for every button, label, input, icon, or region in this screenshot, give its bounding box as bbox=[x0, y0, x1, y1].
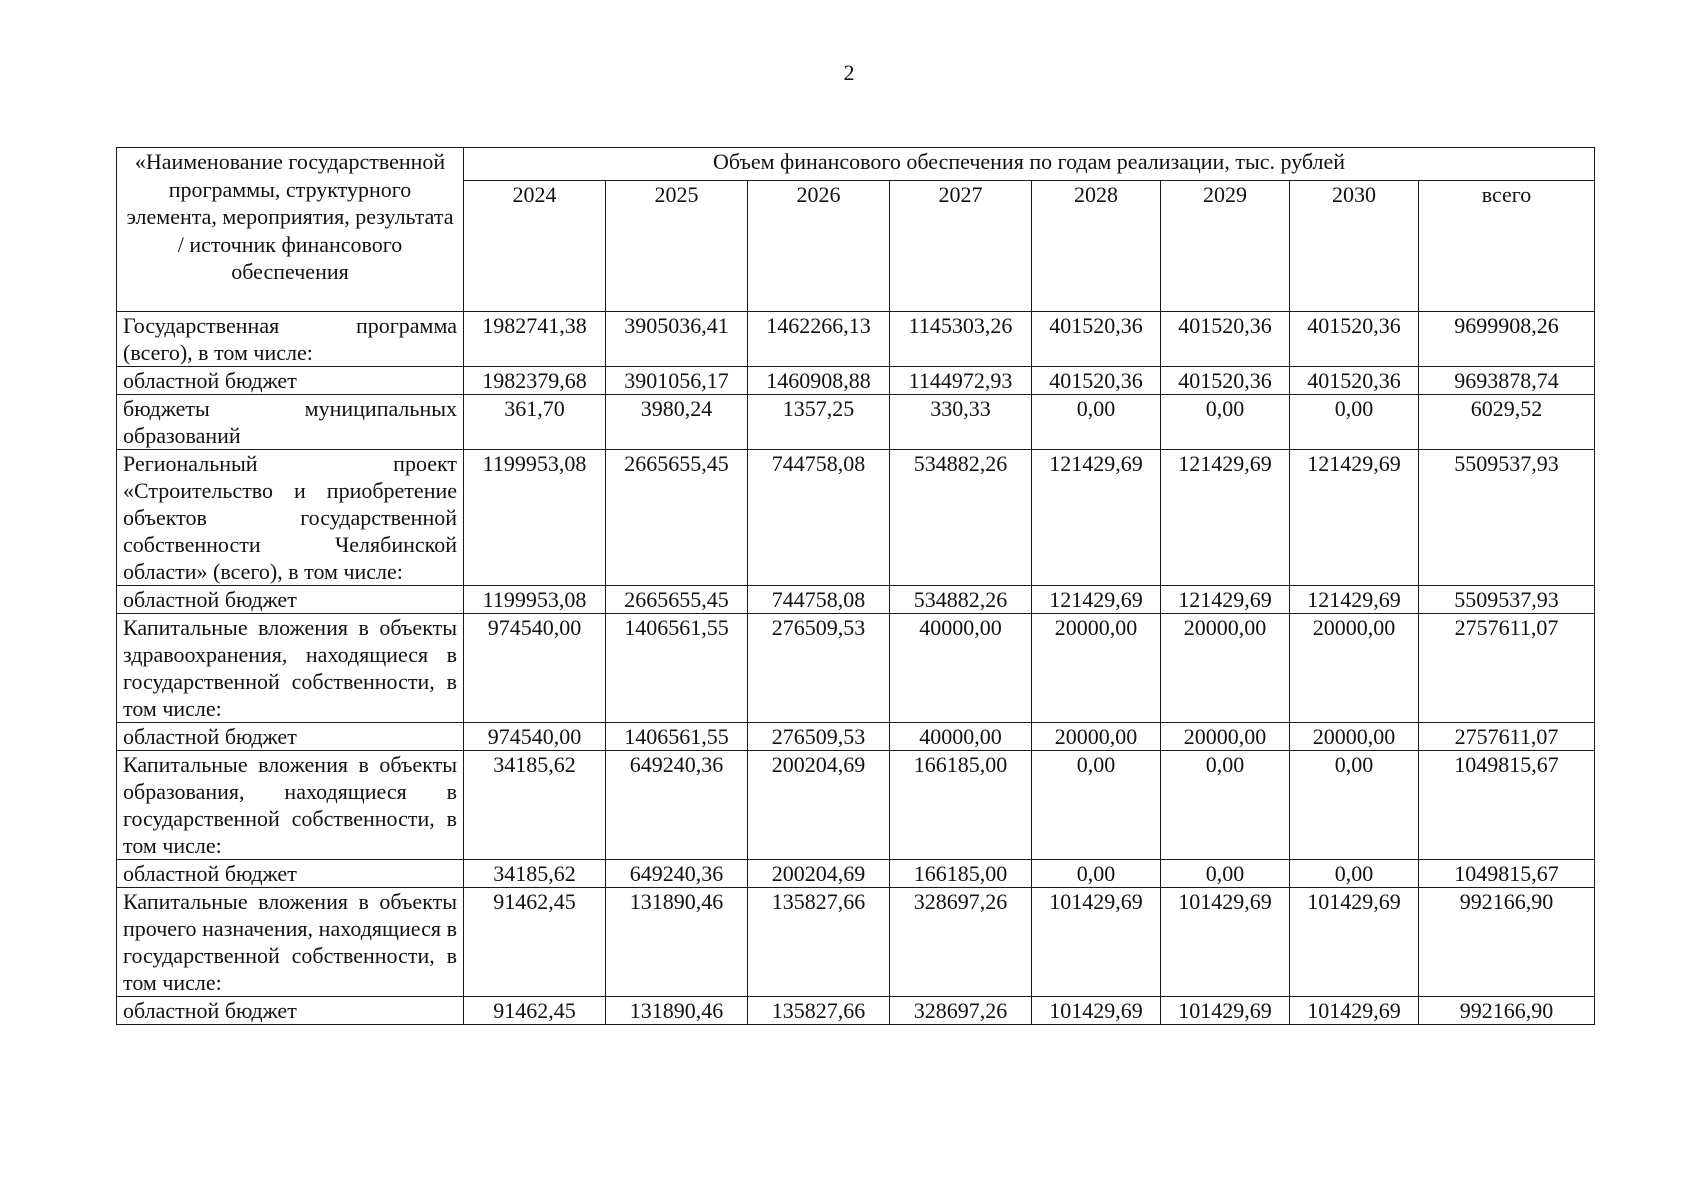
year-value-cell: 401520,36 bbox=[1290, 367, 1419, 395]
year-value-cell: 101429,69 bbox=[1032, 888, 1161, 997]
year-value-cell: 1357,25 bbox=[748, 395, 890, 450]
row-name-cell: Государственная программа (всего), в том числе: bbox=[117, 312, 464, 367]
year-value-cell: 401520,36 bbox=[1161, 367, 1290, 395]
year-column-header: 2029 bbox=[1161, 181, 1290, 312]
total-value-cell: 2757611,07 bbox=[1419, 723, 1595, 751]
year-value-cell: 40000,00 bbox=[890, 723, 1032, 751]
row-name-cell: Региональный проект «Строительство и приобретение объектов государственной собственности Челябинской области» (всего), в том числе: bbox=[117, 450, 464, 586]
volume-header: Объем финансового обеспечения по годам реализации, тыс. рублей bbox=[464, 148, 1595, 181]
table-row bbox=[117, 997, 1595, 1025]
page-number: 2 bbox=[843, 60, 855, 85]
row-name-cell: областной бюджет bbox=[117, 997, 464, 1025]
year-column-header: 2030 bbox=[1290, 181, 1419, 312]
year-value-cell: 101429,69 bbox=[1290, 888, 1419, 997]
table-header-row bbox=[117, 148, 1595, 181]
year-value-cell: 20000,00 bbox=[1161, 614, 1290, 723]
year-value-cell: 166185,00 bbox=[890, 751, 1032, 860]
year-value-cell: 974540,00 bbox=[464, 614, 606, 723]
row-name-cell: областной бюджет bbox=[117, 723, 464, 751]
year-value-cell: 649240,36 bbox=[606, 751, 748, 860]
year-value-cell: 3901056,17 bbox=[606, 367, 748, 395]
table-row bbox=[117, 614, 1595, 723]
table-body bbox=[117, 312, 1595, 1025]
year-value-cell: 1982741,38 bbox=[464, 312, 606, 367]
year-value-cell: 131890,46 bbox=[606, 997, 748, 1025]
year-value-cell: 101429,69 bbox=[1161, 997, 1290, 1025]
year-value-cell: 2665655,45 bbox=[606, 450, 748, 586]
year-value-cell: 121429,69 bbox=[1032, 586, 1161, 614]
year-value-cell: 328697,26 bbox=[890, 997, 1032, 1025]
year-value-cell: 34185,62 bbox=[464, 860, 606, 888]
table-row bbox=[117, 395, 1595, 450]
year-value-cell: 166185,00 bbox=[890, 860, 1032, 888]
year-value-cell: 121429,69 bbox=[1032, 450, 1161, 586]
year-value-cell: 135827,66 bbox=[748, 997, 890, 1025]
year-value-cell: 0,00 bbox=[1032, 395, 1161, 450]
total-value-cell: 5509537,93 bbox=[1419, 586, 1595, 614]
year-value-cell: 131890,46 bbox=[606, 888, 748, 997]
year-value-cell: 1199953,08 bbox=[464, 586, 606, 614]
year-value-cell: 974540,00 bbox=[464, 723, 606, 751]
table-row bbox=[117, 888, 1595, 997]
row-name-cell: областной бюджет bbox=[117, 367, 464, 395]
year-value-cell: 20000,00 bbox=[1290, 723, 1419, 751]
table-row bbox=[117, 312, 1595, 367]
year-value-cell: 0,00 bbox=[1161, 395, 1290, 450]
year-value-cell: 534882,26 bbox=[890, 586, 1032, 614]
year-value-cell: 0,00 bbox=[1290, 395, 1419, 450]
row-name-cell: Капитальные вложения в объекты образования, находящиеся в государственной собственности, в том числе: bbox=[117, 751, 464, 860]
year-value-cell: 2665655,45 bbox=[606, 586, 748, 614]
year-value-cell: 101429,69 bbox=[1161, 888, 1290, 997]
row-name-cell: Капитальные вложения в объекты прочего назначения, находящиеся в государственной собственности, в том числе: bbox=[117, 888, 464, 997]
year-value-cell: 1406561,55 bbox=[606, 723, 748, 751]
table-row bbox=[117, 751, 1595, 860]
year-column-header: 2027 bbox=[890, 181, 1032, 312]
year-value-cell: 3980,24 bbox=[606, 395, 748, 450]
year-value-cell: 1199953,08 bbox=[464, 450, 606, 586]
year-value-cell: 91462,45 bbox=[464, 997, 606, 1025]
year-value-cell: 1145303,26 bbox=[890, 312, 1032, 367]
row-name-cell: областной бюджет bbox=[117, 860, 464, 888]
financing-table bbox=[116, 147, 1595, 1025]
year-value-cell: 330,33 bbox=[890, 395, 1032, 450]
year-value-cell: 0,00 bbox=[1290, 751, 1419, 860]
year-value-cell: 3905036,41 bbox=[606, 312, 748, 367]
year-value-cell: 0,00 bbox=[1032, 751, 1161, 860]
year-column-header: 2026 bbox=[748, 181, 890, 312]
name-column-header: «Наименование государственной программы, структурного элемента, мероприятия, результата / источник финансового обеспечения bbox=[117, 148, 464, 312]
year-value-cell: 401520,36 bbox=[1032, 367, 1161, 395]
year-value-cell: 121429,69 bbox=[1161, 450, 1290, 586]
year-column-header: 2024 bbox=[464, 181, 606, 312]
total-value-cell: 9699908,26 bbox=[1419, 312, 1595, 367]
year-value-cell: 20000,00 bbox=[1032, 614, 1161, 723]
year-value-cell: 101429,69 bbox=[1290, 997, 1419, 1025]
year-value-cell: 361,70 bbox=[464, 395, 606, 450]
table-row bbox=[117, 450, 1595, 586]
year-value-cell: 276509,53 bbox=[748, 723, 890, 751]
year-value-cell: 200204,69 bbox=[748, 860, 890, 888]
year-value-cell: 1462266,13 bbox=[748, 312, 890, 367]
year-value-cell: 135827,66 bbox=[748, 888, 890, 997]
year-value-cell: 0,00 bbox=[1032, 860, 1161, 888]
row-name-cell: Капитальные вложения в объекты здравоохранения, находящиеся в государственной собственности, в том числе: bbox=[117, 614, 464, 723]
row-name-cell: областной бюджет bbox=[117, 586, 464, 614]
total-column-header: всего bbox=[1419, 181, 1595, 312]
year-value-cell: 0,00 bbox=[1161, 860, 1290, 888]
year-value-cell: 1144972,93 bbox=[890, 367, 1032, 395]
total-value-cell: 992166,90 bbox=[1419, 997, 1595, 1025]
year-value-cell: 744758,08 bbox=[748, 586, 890, 614]
total-value-cell: 1049815,67 bbox=[1419, 751, 1595, 860]
table-row bbox=[117, 367, 1595, 395]
year-value-cell: 20000,00 bbox=[1161, 723, 1290, 751]
year-value-cell: 20000,00 bbox=[1290, 614, 1419, 723]
year-value-cell: 121429,69 bbox=[1290, 450, 1419, 586]
year-value-cell: 744758,08 bbox=[748, 450, 890, 586]
year-value-cell: 101429,69 bbox=[1032, 997, 1161, 1025]
year-value-cell: 1982379,68 bbox=[464, 367, 606, 395]
year-value-cell: 401520,36 bbox=[1032, 312, 1161, 367]
year-value-cell: 276509,53 bbox=[748, 614, 890, 723]
year-value-cell: 534882,26 bbox=[890, 450, 1032, 586]
year-value-cell: 121429,69 bbox=[1290, 586, 1419, 614]
table-row bbox=[117, 860, 1595, 888]
year-value-cell: 401520,36 bbox=[1290, 312, 1419, 367]
table-row bbox=[117, 723, 1595, 751]
year-value-cell: 40000,00 bbox=[890, 614, 1032, 723]
total-value-cell: 6029,52 bbox=[1419, 395, 1595, 450]
total-value-cell: 992166,90 bbox=[1419, 888, 1595, 997]
year-value-cell: 328697,26 bbox=[890, 888, 1032, 997]
year-column-header: 2028 bbox=[1032, 181, 1161, 312]
year-value-cell: 1460908,88 bbox=[748, 367, 890, 395]
total-value-cell: 1049815,67 bbox=[1419, 860, 1595, 888]
year-column-header: 2025 bbox=[606, 181, 748, 312]
year-value-cell: 121429,69 bbox=[1161, 586, 1290, 614]
year-value-cell: 401520,36 bbox=[1161, 312, 1290, 367]
row-name-cell: бюджеты муниципальных образований bbox=[117, 395, 464, 450]
year-value-cell: 649240,36 bbox=[606, 860, 748, 888]
year-value-cell: 1406561,55 bbox=[606, 614, 748, 723]
table-row bbox=[117, 586, 1595, 614]
total-value-cell: 9693878,74 bbox=[1419, 367, 1595, 395]
year-value-cell: 0,00 bbox=[1290, 860, 1419, 888]
year-value-cell: 91462,45 bbox=[464, 888, 606, 997]
year-value-cell: 200204,69 bbox=[748, 751, 890, 860]
total-value-cell: 5509537,93 bbox=[1419, 450, 1595, 586]
total-value-cell: 2757611,07 bbox=[1419, 614, 1595, 723]
year-value-cell: 20000,00 bbox=[1032, 723, 1161, 751]
year-value-cell: 34185,62 bbox=[464, 751, 606, 860]
year-value-cell: 0,00 bbox=[1161, 751, 1290, 860]
